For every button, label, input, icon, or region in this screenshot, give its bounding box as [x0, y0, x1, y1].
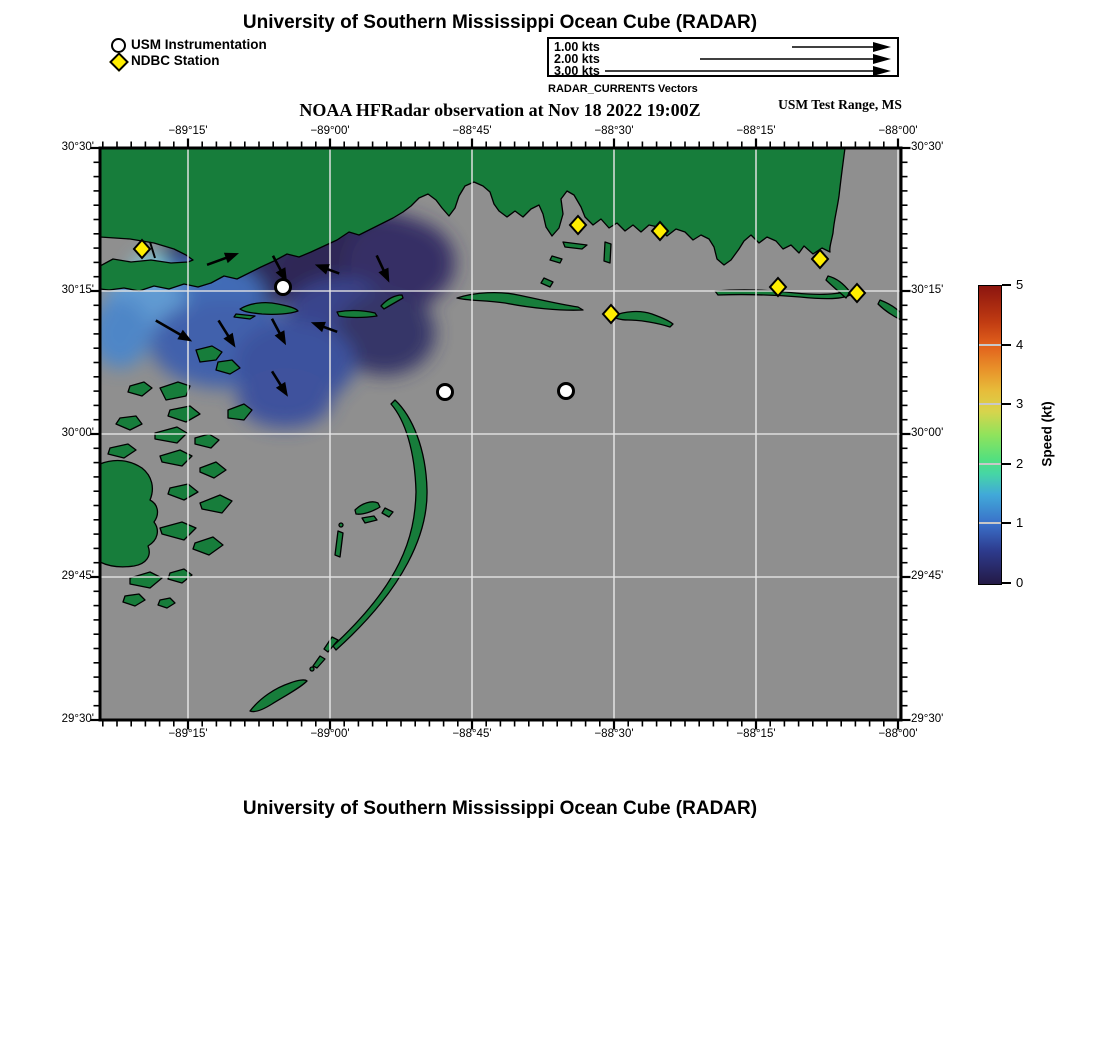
scale-label-1kt: 1.00 kts — [554, 40, 600, 54]
colorbar-tick-label: 4 — [1016, 336, 1024, 352]
colorbar-tick-label: 2 — [1016, 455, 1024, 471]
legend-label-ndbc: NDBC Station — [131, 52, 220, 68]
map — [100, 148, 901, 720]
x-axis-label-bottom: −88°15' — [736, 728, 776, 740]
ndbc-diamond-icon — [108, 52, 128, 68]
colorbar-gridline — [979, 403, 1001, 405]
y-axis-label-right: 29°45' — [911, 570, 944, 582]
y-axis-label-left: 30°00' — [61, 427, 94, 439]
scale-label-2kt: 2.00 kts — [554, 52, 600, 66]
y-axis-label-left: 29°30' — [61, 713, 94, 725]
x-axis-label-top: −88°45' — [452, 125, 492, 137]
vector-scale-box — [547, 37, 899, 77]
scale-label-3kt: 3.00 kts — [554, 64, 600, 78]
colorbar-gridline — [979, 522, 1001, 524]
y-axis-label-right: 30°30' — [911, 141, 944, 153]
colorbar-tick-label: 1 — [1016, 515, 1024, 531]
y-axis-label-left: 30°30' — [61, 141, 94, 153]
scale-arrow-head — [873, 66, 891, 75]
scale-arrows — [549, 39, 897, 78]
y-axis-label-left: 30°15' — [61, 284, 94, 296]
colorbar-gridline — [979, 463, 1001, 465]
subtitle: NOAA HFRadar observation at Nov 18 2022 19:00Z — [299, 100, 701, 120]
legend-item-usm — [108, 36, 267, 52]
colorbar-tick — [1002, 582, 1011, 584]
colorbar-tick-label: 3 — [1016, 396, 1024, 412]
y-axis-label-left: 29°45' — [61, 570, 94, 582]
colorbar-tick-label: 0 — [1016, 575, 1024, 590]
scale-arrow-head — [873, 42, 891, 52]
x-axis-label-top: −88°15' — [736, 125, 776, 137]
legend — [108, 36, 267, 68]
y-axis-label-right: 30°00' — [911, 427, 944, 439]
legend-label-usm: USM Instrumentation — [131, 36, 267, 52]
y-axis-label-right: 29°30' — [911, 713, 944, 725]
colorbar-title: Speed (kt) — [1039, 401, 1055, 467]
x-axis-label-top: −88°30' — [594, 125, 634, 137]
usm-circle-icon — [108, 36, 128, 52]
colorbar-tick-label: 5 — [1016, 277, 1024, 292]
usm-instrumentation-marker — [276, 280, 291, 295]
bottom-title: University of Southern Mississippi Ocean Cube (RADAR) — [242, 798, 758, 819]
x-axis-label-bottom: −88°00' — [878, 728, 918, 740]
colorbar-tick — [1002, 522, 1011, 524]
x-axis-label-top: −89°00' — [310, 125, 350, 137]
x-axis-label-bottom: −89°15' — [168, 728, 208, 740]
colorbar-tick — [1002, 403, 1011, 405]
top-title: University of Southern Mississippi Ocean Cube (RADAR) — [242, 12, 758, 33]
colorbar-tick — [1002, 284, 1011, 286]
colorbar-tick — [1002, 344, 1011, 346]
region-label: USM Test Range, MS — [778, 97, 902, 112]
scale-arrow-head — [873, 54, 891, 64]
usm-instrumentation-marker — [559, 384, 574, 399]
x-axis-label-bottom: −88°30' — [594, 728, 634, 740]
x-axis-label-top: −88°00' — [878, 125, 918, 137]
colorbar — [978, 285, 1002, 585]
colorbar-tick — [1002, 463, 1011, 465]
colorbar-gridline — [979, 344, 1001, 346]
vectors-caption: RADAR_CURRENTS Vectors — [548, 83, 698, 95]
legend-item-ndbc — [108, 52, 267, 68]
x-axis-label-bottom: −88°45' — [452, 728, 492, 740]
x-axis-label-bottom: −89°00' — [310, 728, 350, 740]
usm-instrumentation-marker — [438, 385, 453, 400]
x-axis-label-top: −89°15' — [168, 125, 208, 137]
y-axis-label-right: 30°15' — [911, 284, 944, 296]
